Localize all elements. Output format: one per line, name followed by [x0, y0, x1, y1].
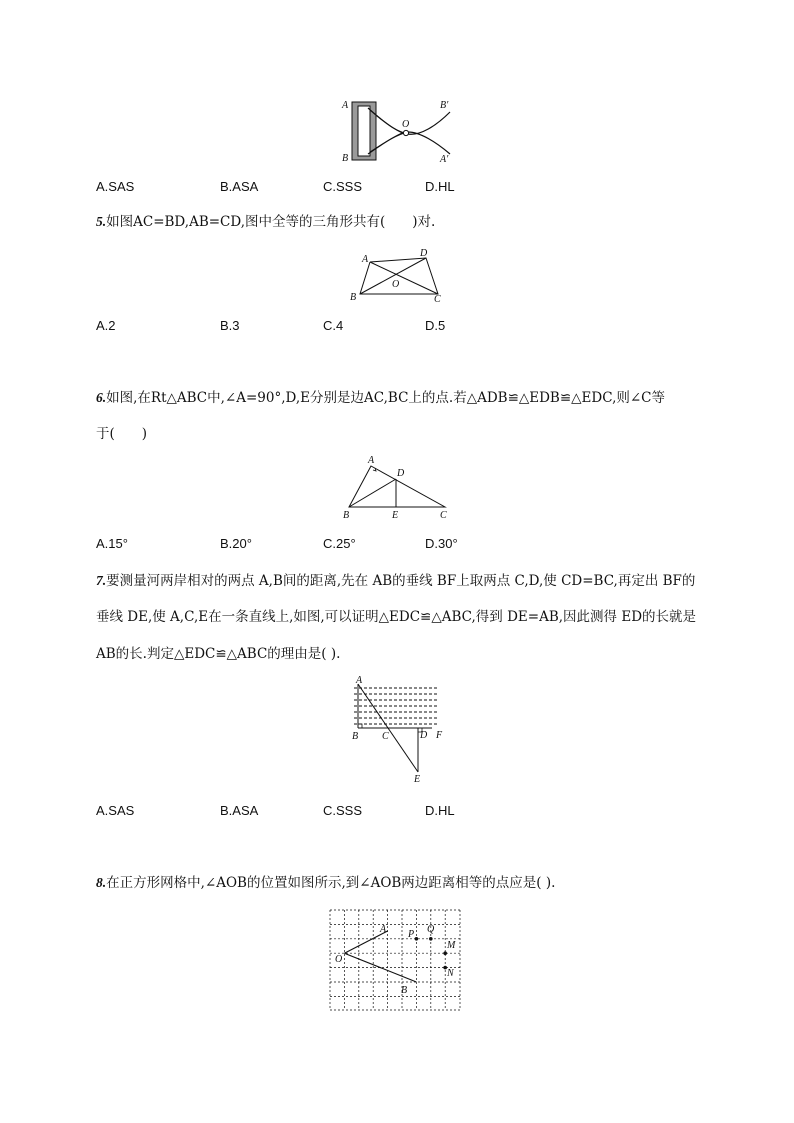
q5-option-a: A.2 [96, 318, 116, 333]
grid-lines [330, 910, 460, 1010]
q7-line-3: AB的长.判定△EDC≌△ABC的理由是( ). [96, 646, 341, 662]
q6-line-1 [96, 391, 665, 406]
q4-label-b: B [342, 153, 349, 164]
q7-figure [346, 674, 452, 786]
q8-question [96, 876, 555, 891]
q7-label-f: F [436, 730, 443, 741]
pivot-o [403, 130, 408, 135]
q6-number: 6. [96, 390, 107, 405]
q5-figure [346, 244, 448, 306]
q6-option-d: D.30° [425, 536, 458, 551]
q6-text-1: 如图,在Rt△ABC中,∠A=90°,D,E分别是边AC,BC上的点.若△ADB≌△EDB≌△EDC,则∠C等 [106, 390, 666, 406]
q5-option-b: B.3 [220, 318, 240, 333]
q7-option-d: D.HL [425, 803, 455, 818]
q5-number: 5. [96, 214, 107, 229]
q7-line-1 [96, 574, 695, 589]
river-hatching [354, 688, 438, 724]
q4-label-a: A [342, 100, 349, 111]
q7-label-c: C [382, 731, 389, 742]
q7-text-1: 要测量河两岸相对的两点 A,B间的距离,先在 AB的垂线 BF上取两点 C,D,使 CD=BC,再定出 BF的 [106, 573, 696, 589]
point-q [429, 937, 433, 941]
q7-label-e: E [414, 774, 421, 785]
q6-label-a: A [368, 455, 375, 466]
q6-label-c: C [440, 510, 447, 521]
q6-figure [340, 452, 452, 522]
q7-label-d: D [420, 730, 428, 741]
q5-label-a: A [362, 254, 369, 265]
q6-option-a: A.15° [96, 536, 128, 551]
q6-line-2: 于( ) [96, 426, 148, 442]
q4-label-a2: A′ [440, 154, 449, 165]
q5-text: 如图AC=BD,AB=CD,图中全等的三角形共有( )对. [106, 214, 436, 230]
q7-number: 7. [96, 573, 107, 588]
q8-label-b: B [401, 985, 408, 996]
q7-option-a: A.SAS [96, 803, 135, 818]
q8-label-o: O [335, 954, 343, 965]
q5-label-o: O [392, 279, 400, 290]
q6-option-b: B.20° [220, 536, 252, 551]
q4-option-d: D.HL [425, 179, 455, 194]
q7-option-b: B.ASA [220, 803, 259, 818]
point-p [415, 937, 419, 941]
q8-label-p: P [408, 929, 415, 940]
q8-label-m: M [447, 940, 456, 951]
q8-text: 在正方形网格中,∠AOB的位置如图所示,到∠AOB两边距离相等的点应是( ). [106, 875, 556, 891]
q7-option-c: C.SSS [323, 803, 363, 818]
curve-bottom [368, 132, 450, 154]
q5-label-d: D [420, 248, 428, 259]
q6-label-d: D [397, 468, 405, 479]
q8-label-q: Q [427, 924, 435, 935]
q5-label-c: C [434, 294, 441, 305]
q6-option-c: C.25° [323, 536, 356, 551]
ruler-inner [358, 106, 370, 156]
q4-figure [338, 96, 462, 168]
q7-line-2: 垂线 DE,使 A,C,E在一条直线上,如图,可以证明△EDC≌△ABC,得到 DE=AB,因此测得 ED的长就是 [96, 609, 697, 625]
q8-label-n: N [447, 968, 454, 979]
q7-label-a: A [356, 675, 363, 686]
q4-option-a: A.SAS [96, 179, 135, 194]
q5-label-b: B [350, 292, 357, 303]
q8-number: 8. [96, 875, 107, 890]
q8-figure [326, 906, 464, 1014]
q6-label-e: E [392, 510, 399, 521]
q6-label-b: B [343, 510, 350, 521]
q7-label-b: B [352, 731, 359, 742]
q4-label-o: O [402, 119, 410, 130]
q4-option-b: B.ASA [220, 179, 259, 194]
q4-label-b2: B′ [440, 100, 449, 111]
q5-option-c: C.4 [323, 318, 344, 333]
q5-question [96, 215, 435, 230]
q4-option-c: C.SSS [323, 179, 363, 194]
point-m [443, 951, 447, 955]
q5-option-d: D.5 [425, 318, 446, 333]
q8-label-a: A [380, 924, 387, 935]
